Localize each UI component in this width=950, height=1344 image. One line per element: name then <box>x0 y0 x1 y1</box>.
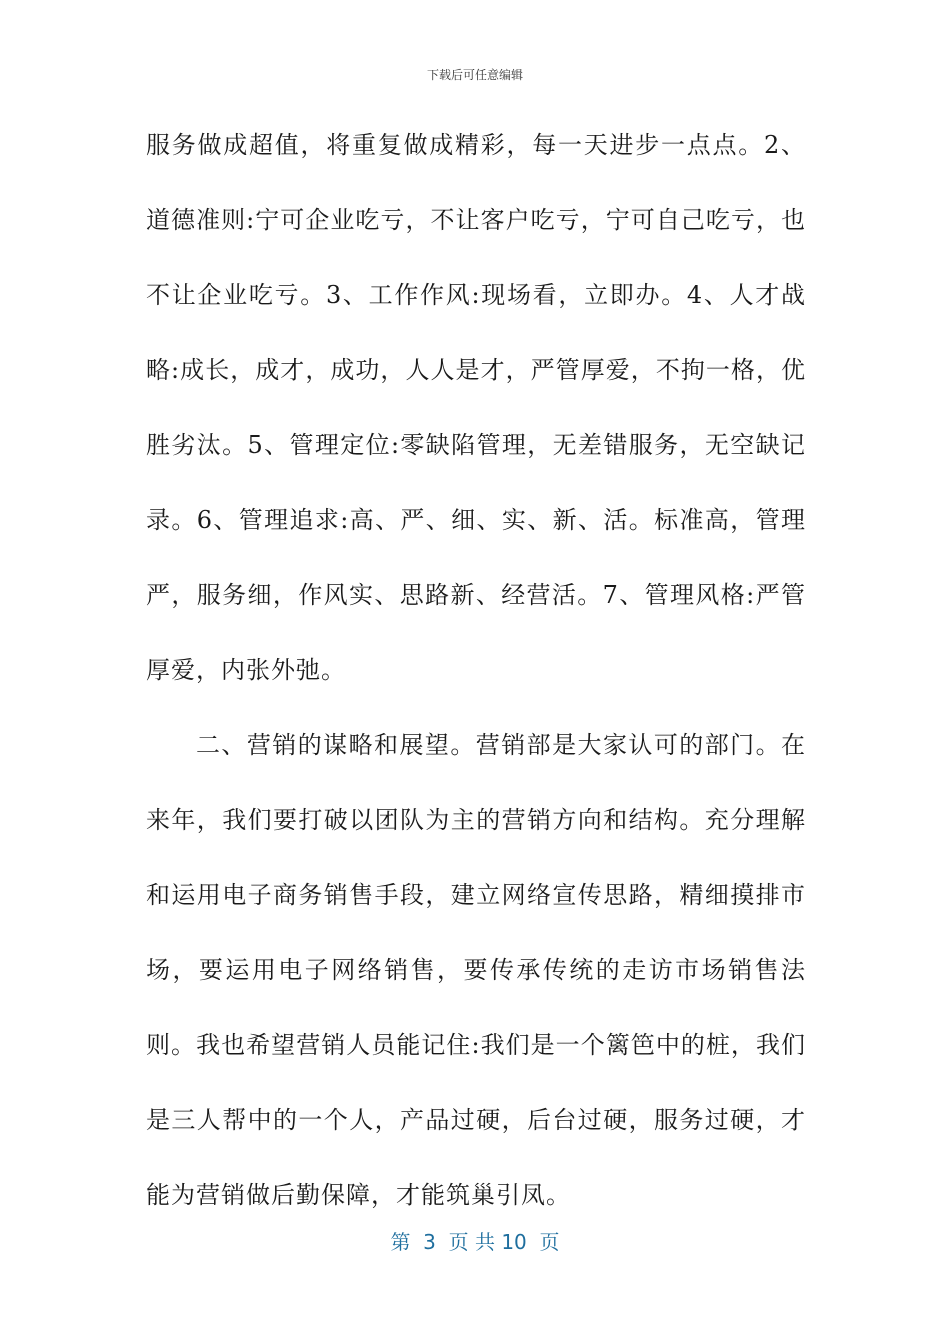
paragraph-1: 服务做成超值，将重复做成精彩，每一天进步一点点。2、道德准则:宁可企业吃亏，不让客户吃亏，宁可自己吃亏，也不让企业吃亏。3、工作作风:现场看，立即办。4、人才战略:成长，成才，成功，人人是才，严管厚爱，不拘一格，优胜劣汰。5、管理定位:零缺陷管理，无差错服务，无空缺记录。6、管理追求:高、严、细、实、新、活。标准高，管理严，服务细，作风实、思路新、经营活。7、管理风格:严管厚爱，内张外弛。 <box>146 131 806 684</box>
page-header: 下载后可任意编辑 <box>426 68 523 82</box>
document-body <box>146 108 806 1233</box>
paragraph-2: 二、营销的谋略和展望。营销部是大家认可的部门。在来年，我们要打破以团队为主的营销方向和结构。充分理解和运用电子商务销售手段，建立网络宣传思路，精细摸排市场，要运用电子网络销售，要传承传统的走访市场销售法则。我也希望营销人员能记住:我们是一个篱笆中的桩，我们是三人帮中的一个人，产品过硬，后台过硬，服务过硬，才能为营销做后勤保障，才能筑巢引凤。 <box>146 731 806 1209</box>
page-number-footer: 第 3 页 共 10 页 <box>390 1230 560 1254</box>
